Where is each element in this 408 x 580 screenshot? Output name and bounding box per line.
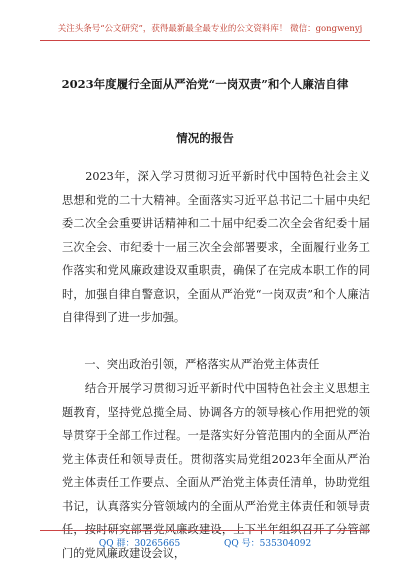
footer-contact xyxy=(40,536,370,549)
header-notice: 关注头条号“公文研究”，获得最新最全最专业的公文资料库！ 微信：gongwenyj xyxy=(57,24,363,34)
document-title-line-2: 情况的报告 xyxy=(176,131,234,145)
section-heading-1: 一、突出政治引领，严格落实从严治党主体责任 xyxy=(62,358,320,371)
footer-qq-group: QQ 群：30265665 xyxy=(98,539,181,549)
header-divider xyxy=(40,40,370,41)
footer-qq-number: QQ 号：535304092 xyxy=(224,539,312,549)
body-paragraph-section-1: 结合开展学习贯彻习近平新时代中国特色社会主义思想主题教育，坚持党总揽全局、协调各方的领导核心作用把党的领导贯穿于全部工作过程。一是落实好分管范围内的全面从严治党主体责任和领导责任。贯彻落实局党组2023年全面从严治党主体责任工作要点、全面从严治党主体责任清单，协助党组书记，认真落实分管领域内的全面从严治党主体责任和领导责任，按时研究部署党风廉政建设，上下半年组织召开了分管部门的党风廉政建设会议， xyxy=(62,382,370,560)
body-paragraph-intro: 2023年，深入学习贯彻习近平新时代中国特色社会主义思想和党的二十大精神。全面落实习近平总书记二十届中央纪委二次全会重要讲话精神和二十届中纪委二次全会省纪委十届三次全会、市纪委十一届三次全会部署要求，全面履行业务工作落实和党风廉政建设双重职责，确保了在完成本职工作的同时，加强自律自警意识，全面从严治党“一岗双责”和个人廉洁自律得到了进一步加强。 xyxy=(62,170,370,324)
document-title-line-1: 2023年度履行全面从严治党“一岗双责”和个人廉洁自律 xyxy=(61,77,349,91)
footer-divider xyxy=(40,530,370,531)
